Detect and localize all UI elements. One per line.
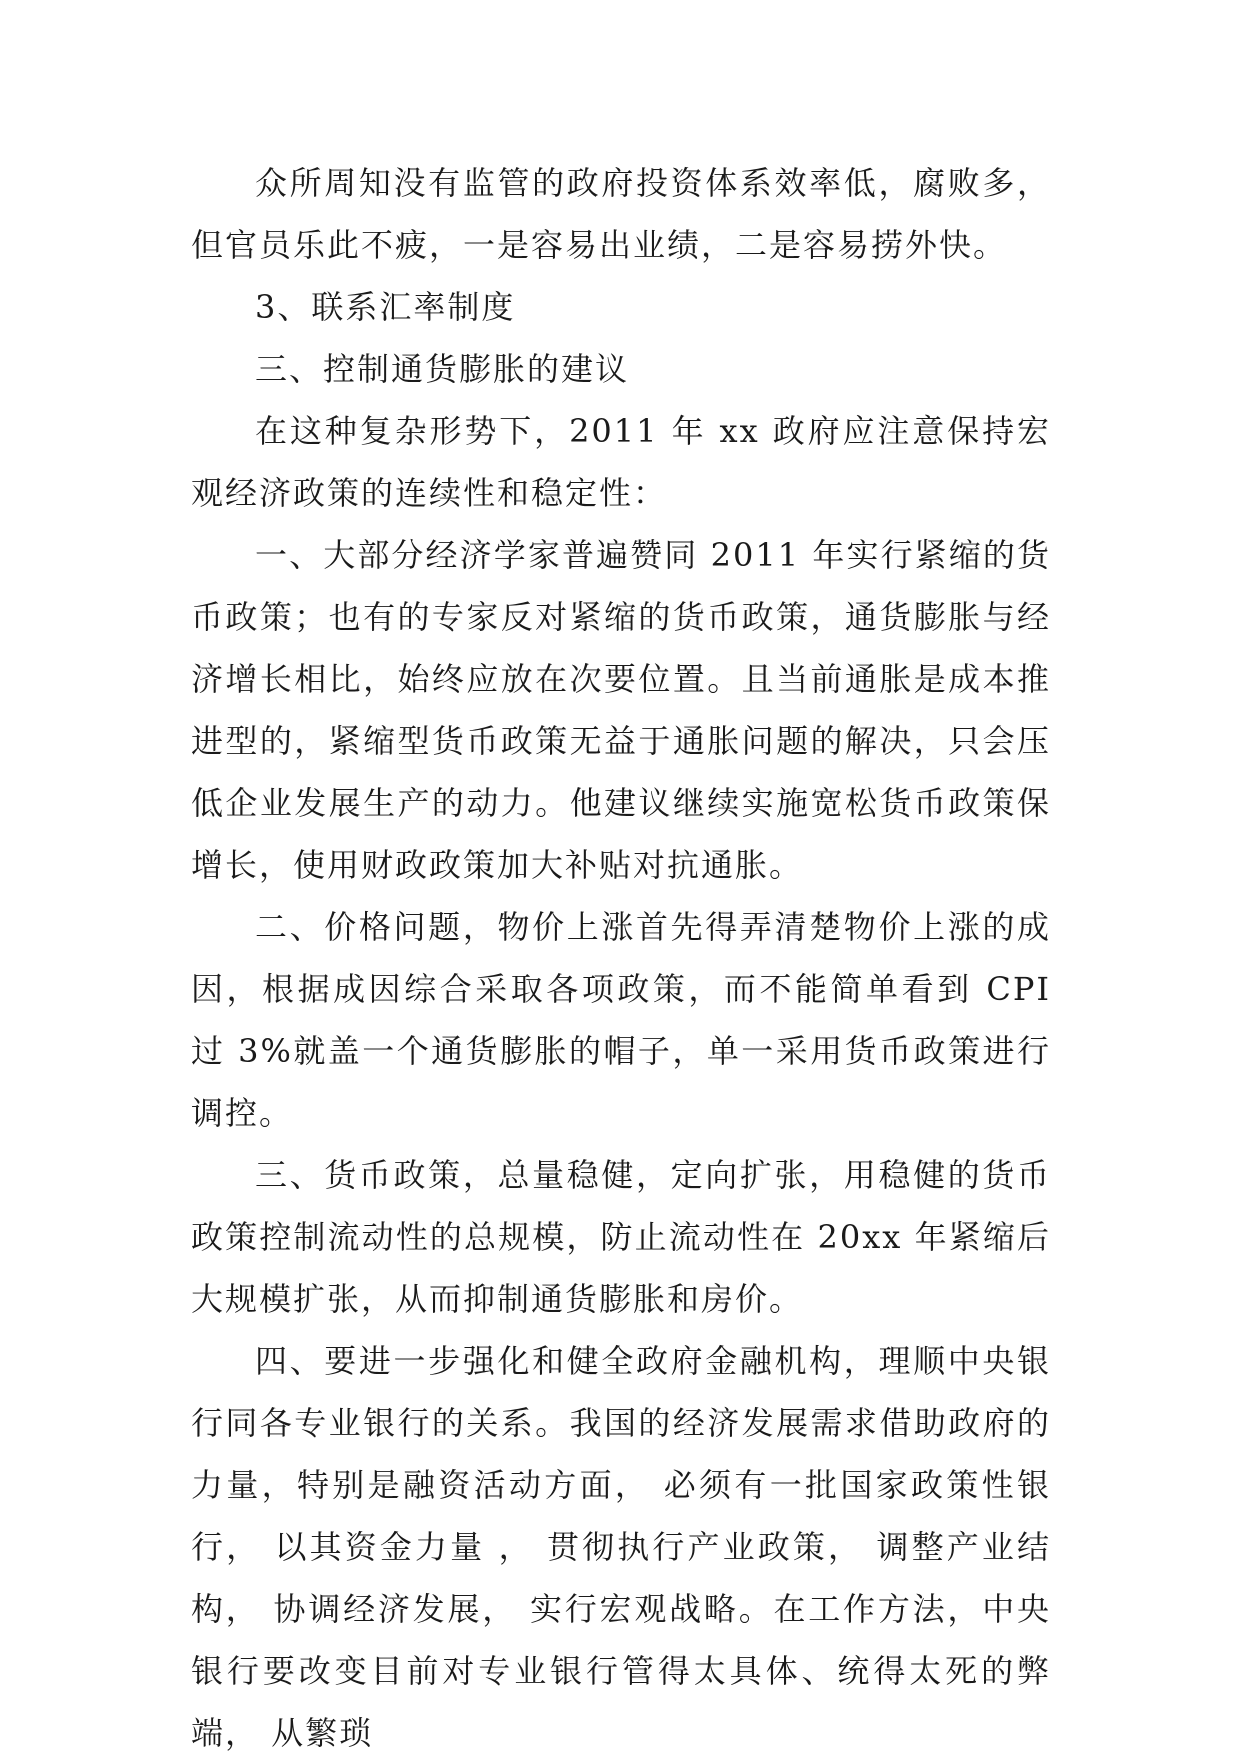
paragraph-point-two: 二、价格问题，物价上涨首先得弄清楚物价上涨的成因，根据成因综合采取各项政策，而不能简单看到 CPI 过 3%就盖一个通货膨胀的帽子，单一采用货币政策进行调控。	[191, 908, 1064, 1132]
heading-inflation-suggestions: 三、控制通货膨胀的建议	[255, 350, 630, 388]
paragraph-point-three: 三、货币政策，总量稳健，定向扩张，用稳健的货币政策控制流动性的总规模，防止流动性在 20xx 年紧缩后大规模扩张，从而抑制通货膨胀和房价。	[191, 1156, 1051, 1318]
paragraph-intro: 众所周知没有监管的政府投资体系效率低，腐败多，但官员乐此不疲，一是容易出业绩，二是容易捞外快。	[191, 164, 1051, 264]
paragraph-context: 在这种复杂形势下，2011 年 xx 政府应注意保持宏观经济政策的连续性和稳定性：	[191, 412, 1051, 512]
paragraph-point-one: 一、大部分经济学家普遍赞同 2011 年实行紧缩的货币政策；也有的专家反对紧缩的货币政策，通货膨胀与经济增长相比，始终应放在次要位置。且当前通胀是成本推进型的，紧缩型货币政策无益于通胀问题的解决，只会压低企业发展生产的动力。他建议继续实施宽松货币政策保增长，使用财政政策加大补贴对抗通胀。	[191, 536, 1051, 884]
heading-linked-exchange-rate: 3、联系汇率制度	[255, 288, 516, 326]
document-body	[191, 152, 1064, 1764]
paragraph-point-four: 四、要进一步强化和健全政府金融机构，理顺中央银行同各专业银行的关系。我国的经济发展需求借助政府的力量，特别是融资活动方面， 必须有一批国家政策性银行， 以其资金力量 ， 贯彻执行产业政策， 调整产业结构， 协调经济发展， 实行宏观战略。在工作方法，中央银行要改变目前对专业银行管得太具体、统得太死的弊端， 从繁琐	[191, 1342, 1051, 1752]
